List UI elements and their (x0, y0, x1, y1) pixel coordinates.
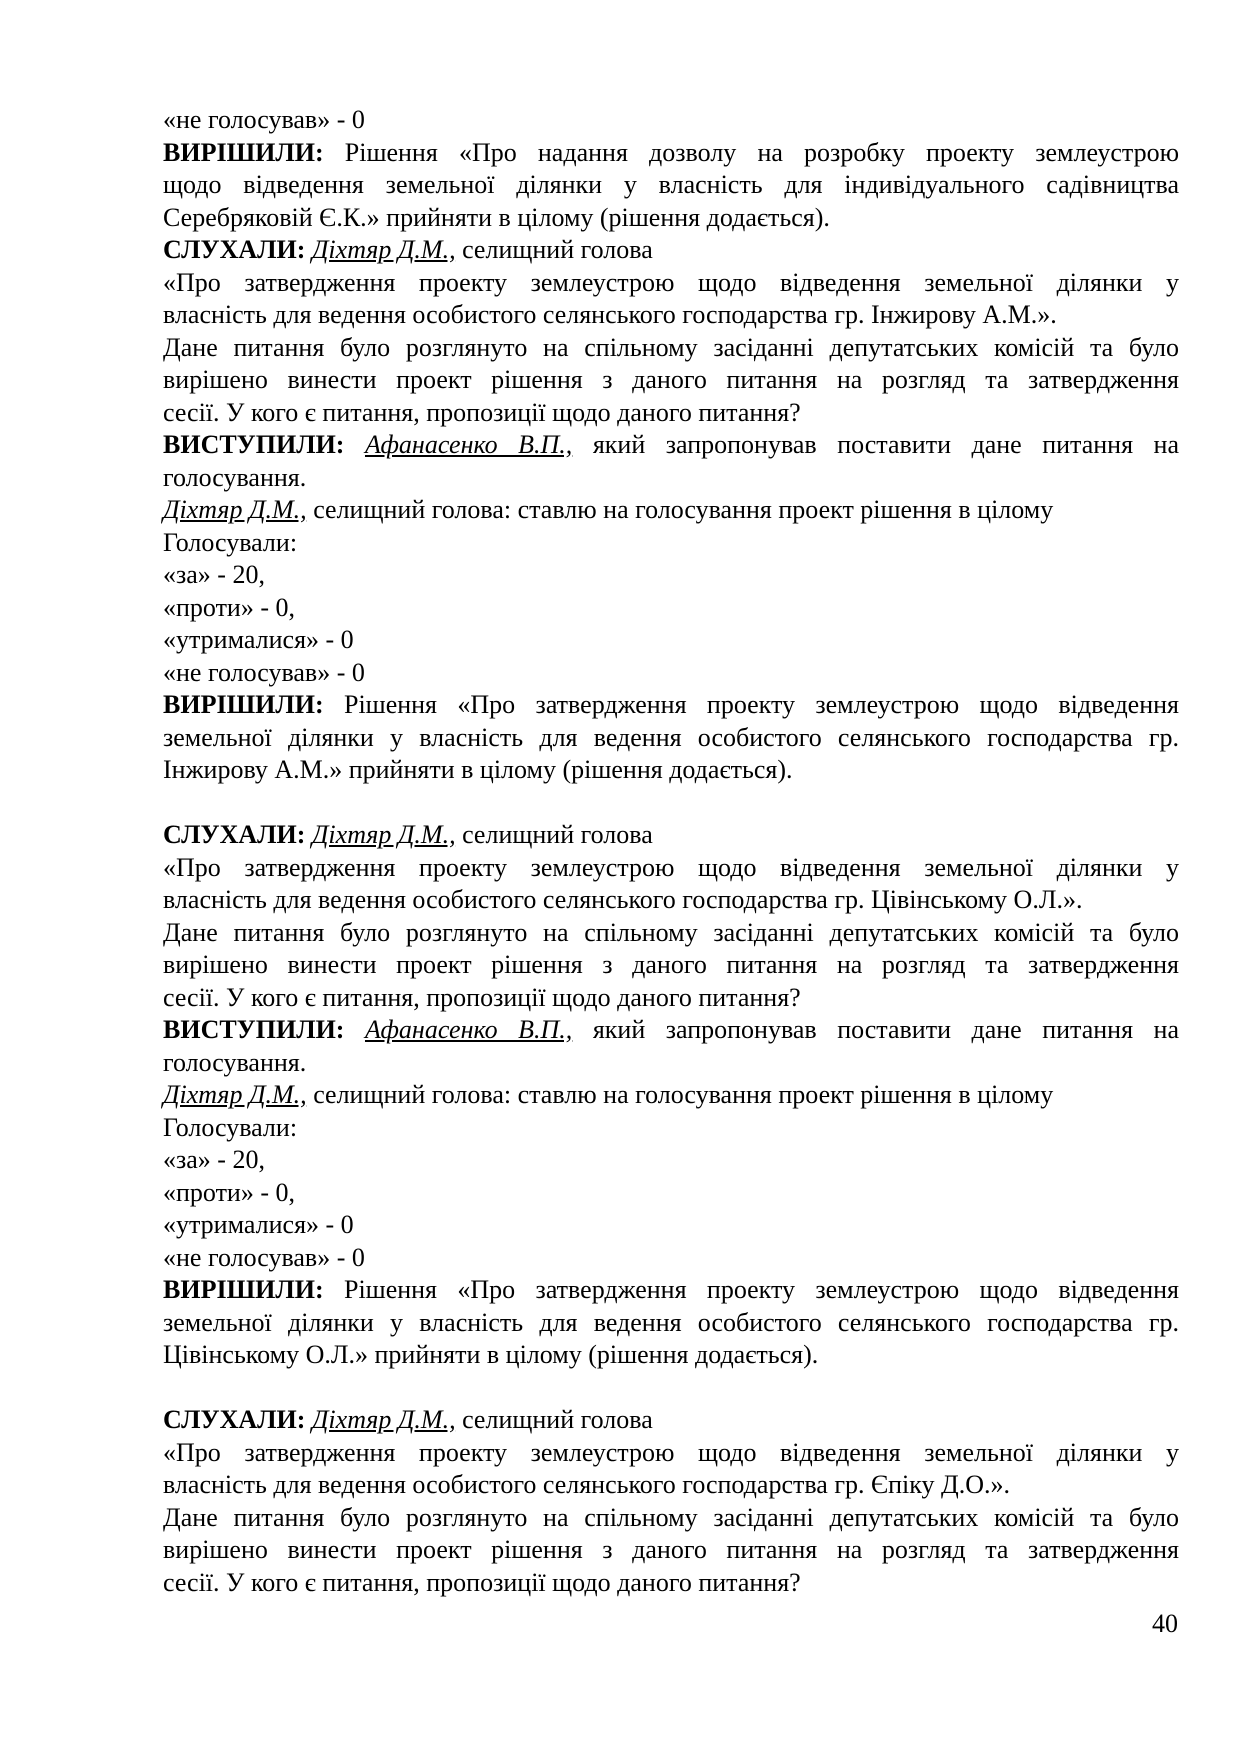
discussion-line: вирішено винести проект рішення з даного питання на розгляд та затвердження (163, 1535, 1179, 1564)
proposal-text: голосування. (163, 462, 307, 492)
topic-line: «Про затвердження проекту землеустрою щодо відведення земельної ділянки у (163, 1437, 1179, 1467)
topic-line: власність для ведення особистого селянського господарства гр. Цівінському О.Л.». (163, 885, 1083, 914)
decision-line: земельної ділянки у власність для ведення особистого селянського господарства гр. (163, 722, 1179, 752)
proposal-text: який запропонував поставити дане питання на (572, 430, 1180, 459)
discussion-line: вирішено винести проект рішення з даного питання на розгляд та затвердження (163, 365, 1179, 394)
decided-label: ВИРІШИЛИ: (163, 137, 324, 167)
vote-for: «за» - 20, (163, 560, 265, 589)
decision-line: земельної ділянки у власність для ведення особистого селянського господарства гр. (163, 1307, 1179, 1337)
speaker-role: селищний голова (455, 235, 653, 264)
speaker-name: Діхтяр Д.М., (311, 1405, 456, 1434)
decision-line: Цівінському О.Л.» прийняти в цілому (рішення додається). (163, 1340, 819, 1369)
speaker-name: Діхтяр Д.М., (311, 235, 456, 264)
speaker-name: Діхтяр Д.М., (163, 495, 307, 524)
discussion-line: вирішено винести проект рішення з даного питання на розгляд та затвердження (163, 950, 1179, 979)
decision-line: Інжирову А.М.» прийняти в цілому (рішення додається). (163, 755, 793, 784)
decision-line (163, 1274, 1179, 1307)
page-number: 40 (1152, 1609, 1178, 1638)
spoke-line (163, 1014, 1179, 1047)
proposal-text: який запропонував поставити дане питання на (572, 1015, 1180, 1044)
discussion-line: Дане питання було розглянуто на спільному засіданні депутатських комісій та було (163, 1502, 1179, 1532)
heard-label: СЛУХАЛИ: (163, 235, 306, 264)
vote-for: «за» - 20, (163, 1145, 265, 1174)
decision-text: Рішення «Про затвердження проекту землеустрою щодо відведення (323, 1275, 1179, 1304)
spoke-label: ВИСТУПИЛИ: (163, 430, 345, 459)
decision-line: Серебряковій Є.К.» прийняти в цілому (рішення додається). (163, 202, 830, 232)
decision-line: щодо відведення земельної ділянки у власність для індивідуального садівництва (163, 170, 1179, 199)
topic-line: власність для ведення особистого селянського господарства гр. Інжирову А.М.». (163, 300, 1057, 329)
decision-text: Рішення «Про затвердження проекту землеустрою щодо відведення (323, 690, 1179, 719)
vote-heading: Голосували: (163, 527, 298, 557)
speaker-name: Діхтяр Д.М., (163, 1080, 307, 1109)
proposal-text: голосування. (163, 1047, 307, 1077)
discussion-line: Дане питання було розглянуто на спільному засіданні депутатських комісій та було (163, 917, 1179, 947)
chair-line (163, 1079, 1179, 1112)
paragraph-gap (163, 787, 1179, 820)
spoke-line (163, 429, 1179, 462)
heard-line (163, 234, 1179, 267)
vote-not-voted: «не голосував» - 0 (163, 657, 365, 687)
discussion-line: сесії. У кого є питання, пропозиції щодо даного питання? (163, 1567, 801, 1597)
spoke-label: ВИСТУПИЛИ: (163, 1015, 345, 1044)
heard-label: СЛУХАЛИ: (163, 1405, 306, 1434)
vote-abstained: «утрималися» - 0 (163, 625, 354, 654)
speaker-role: селищний голова (455, 820, 653, 849)
chair-text: селищний голова: ставлю на голосування проект рішення в цілому (306, 495, 1054, 524)
vote-not-voted: «не голосував» - 0 (163, 1242, 365, 1272)
vote-abstained: «утрималися» - 0 (163, 1210, 354, 1239)
heard-line (163, 1404, 1179, 1437)
heard-line (163, 819, 1179, 852)
decision-line (163, 137, 1179, 170)
speaker-name: Діхтяр Д.М., (311, 820, 456, 849)
vote-heading: Голосували: (163, 1112, 298, 1142)
topic-line: власність для ведення особистого селянського господарства гр. Єпіку Д.О.». (163, 1470, 1011, 1499)
discussion-line: Дане питання було розглянуто на спільному засіданні депутатських комісій та було (163, 332, 1179, 362)
speaker-name: Афанасенко В.П., (364, 1015, 573, 1044)
vote-against: «проти» - 0, (163, 592, 296, 622)
chair-text: селищний голова: ставлю на голосування проект рішення в цілому (306, 1080, 1054, 1109)
topic-line: «Про затвердження проекту землеустрою щодо відведення земельної ділянки у (163, 267, 1179, 297)
decision-line (163, 689, 1179, 722)
decision-text: Рішення «Про надання дозволу на розробку проекту землеустрою (323, 137, 1179, 167)
speaker-role: селищний голова (455, 1405, 653, 1434)
speaker-name: Афанасенко В.П., (364, 430, 573, 459)
discussion-line: сесії. У кого є питання, пропозиції щодо даного питання? (163, 982, 801, 1012)
vote-against: «проти» - 0, (163, 1177, 296, 1207)
decided-label: ВИРІШИЛИ: (163, 690, 324, 719)
paragraph-gap (163, 1372, 1179, 1405)
topic-line: «Про затвердження проекту землеустрою щодо відведення земельної ділянки у (163, 852, 1179, 882)
discussion-line: сесії. У кого є питання, пропозиції щодо даного питання? (163, 397, 801, 427)
page-body (163, 104, 1179, 1599)
chair-line (163, 494, 1179, 527)
decided-label: ВИРІШИЛИ: (163, 1275, 324, 1304)
heard-label: СЛУХАЛИ: (163, 820, 306, 849)
vote-not-voted: «не голосував» - 0 (163, 105, 365, 134)
